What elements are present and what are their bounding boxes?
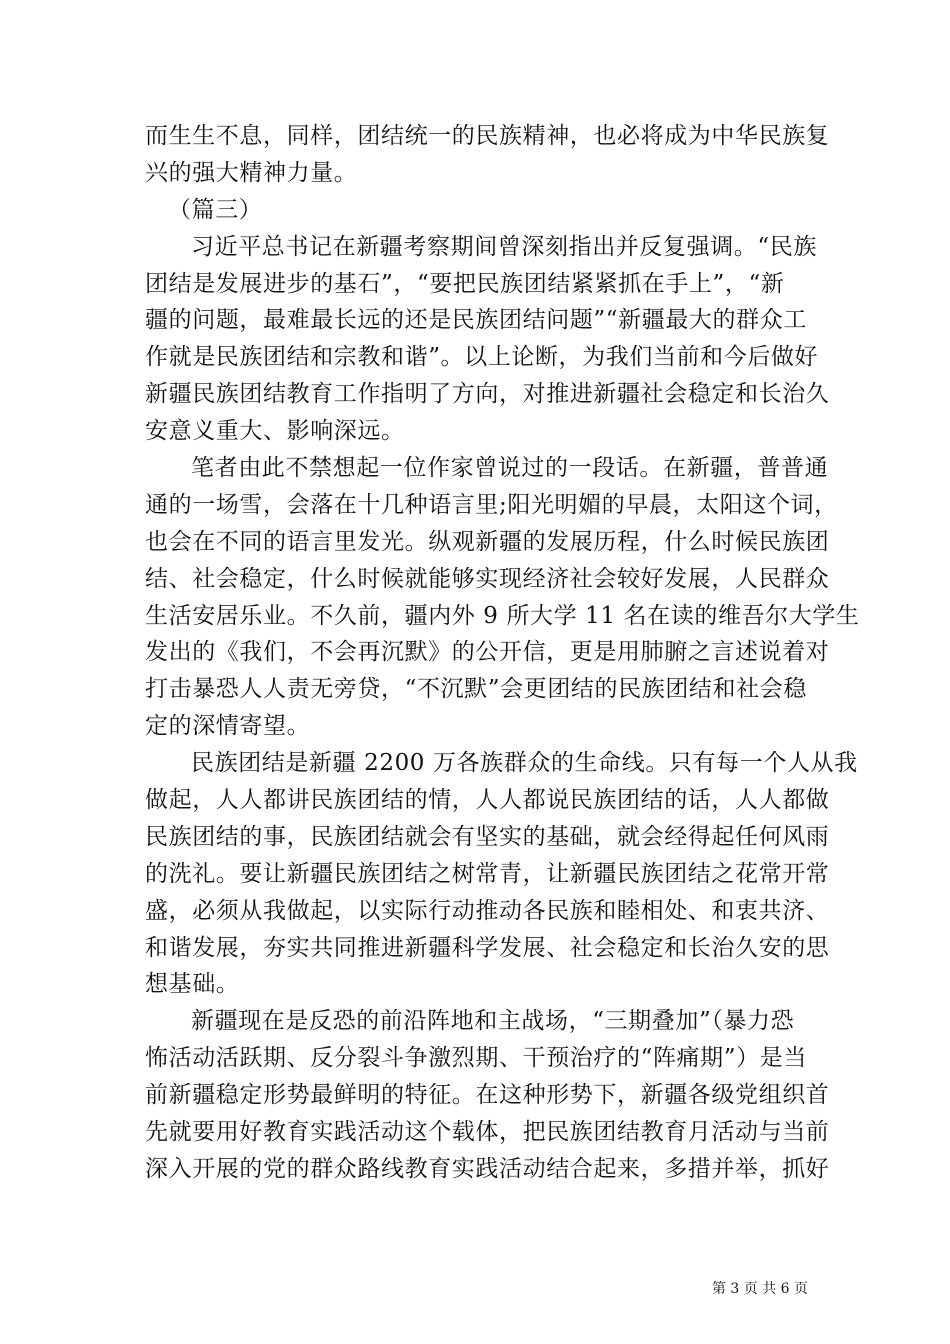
text-line: 新疆民族团结教育工作指明了方向，对推进新疆社会稳定和长治久 (145, 381, 830, 408)
text-line: 的洗礼。要让新疆民族团结之树常青，让新疆民族团结之花常开常 (145, 860, 830, 887)
paragraph-start: 民族团结是新疆 2200 万各族群众的生命线。只有每一个人从我 (191, 750, 858, 777)
text-line: 想基础。 (145, 971, 240, 998)
text-line: 作就是民族团结和宗教和谐”。以上论断，为我们当前和今后做好 (145, 344, 819, 371)
paragraph-start: 习近平总书记在新疆考察期间曾深刻指出并反复强调。“民族 (191, 233, 817, 260)
text-line: 深入开展的党的群众路线教育实践活动结合起来，多措并举，抓好 (145, 1155, 830, 1182)
text-line: 兴的强大精神力量。 (145, 159, 358, 186)
paragraph-start: 新疆现在是反恐的前沿阵地和主战场，“三期叠加”（暴力恐 (191, 1008, 795, 1035)
page-number: 第 3 页 共 6 页 (711, 1281, 808, 1297)
text-line: 安意义重大、影响深远。 (145, 418, 405, 445)
text-line: 生活安居乐业。不久前，疆内外 9 所大学 11 名在读的维吾尔大学生 (145, 602, 860, 629)
section-heading: （篇三） (168, 196, 263, 223)
text-line: 团结是发展进步的基石”，“要把民族团结紧紧抓在手上”，“新 (145, 270, 785, 297)
text-line: 打击暴恐人人责无旁贷，“不沉默”会更团结的民族团结和社会稳 (145, 676, 807, 703)
body-text (145, 118, 860, 1188)
text-line: 疆的问题，最难最长远的还是民族团结问题”“新疆最大的群众工 (145, 307, 807, 334)
text-line: 通的一场雪，会落在十几种语言里;阳光明媚的早晨，太阳这个词， (145, 491, 838, 518)
text-line: 怖活动活跃期、反分裂斗争激烈期、干预治疗的“阵痛期”）是当 (145, 1045, 807, 1072)
text-line: 而生生不息，同样，团结统一的民族精神，也必将成为中华民族复 (145, 123, 830, 149)
text-line: 和谐发展，夯实共同推进新疆科学发展、社会稳定和长治久安的思 (145, 934, 830, 961)
text-line: 定的深情寄望。 (145, 713, 311, 740)
paragraph-start: 笔者由此不禁想起一位作家曾说过的一段话。在新疆，普普通 (191, 455, 829, 482)
text-line: 也会在不同的语言里发光。纵观新疆的发展历程，什么时候民族团 (145, 528, 830, 555)
text-line: 做起，人人都讲民族团结的情，人人都说民族团结的话，人人都做 (145, 787, 830, 814)
text-line: 结、社会稳定，什么时候就能够实现经济社会较好发展，人民群众 (145, 565, 830, 592)
text-line: 民族团结的事，民族团结就会有坚实的基础，就会经得起任何风雨 (145, 823, 830, 850)
text-line: 先就要用好教育实践活动这个载体，把民族团结教育月活动与当前 (145, 1119, 830, 1146)
text-line: 盛，必须从我做起，以实际行动推动各民族和睦相处、和衷共济、 (145, 897, 830, 924)
text-line: 发出的《我们，不会再沉默》的公开信，更是用肺腑之言述说着对 (145, 639, 830, 666)
text-line: 前新疆稳定形势最鲜明的特征。在这种形势下，新疆各级党组织首 (145, 1082, 830, 1109)
